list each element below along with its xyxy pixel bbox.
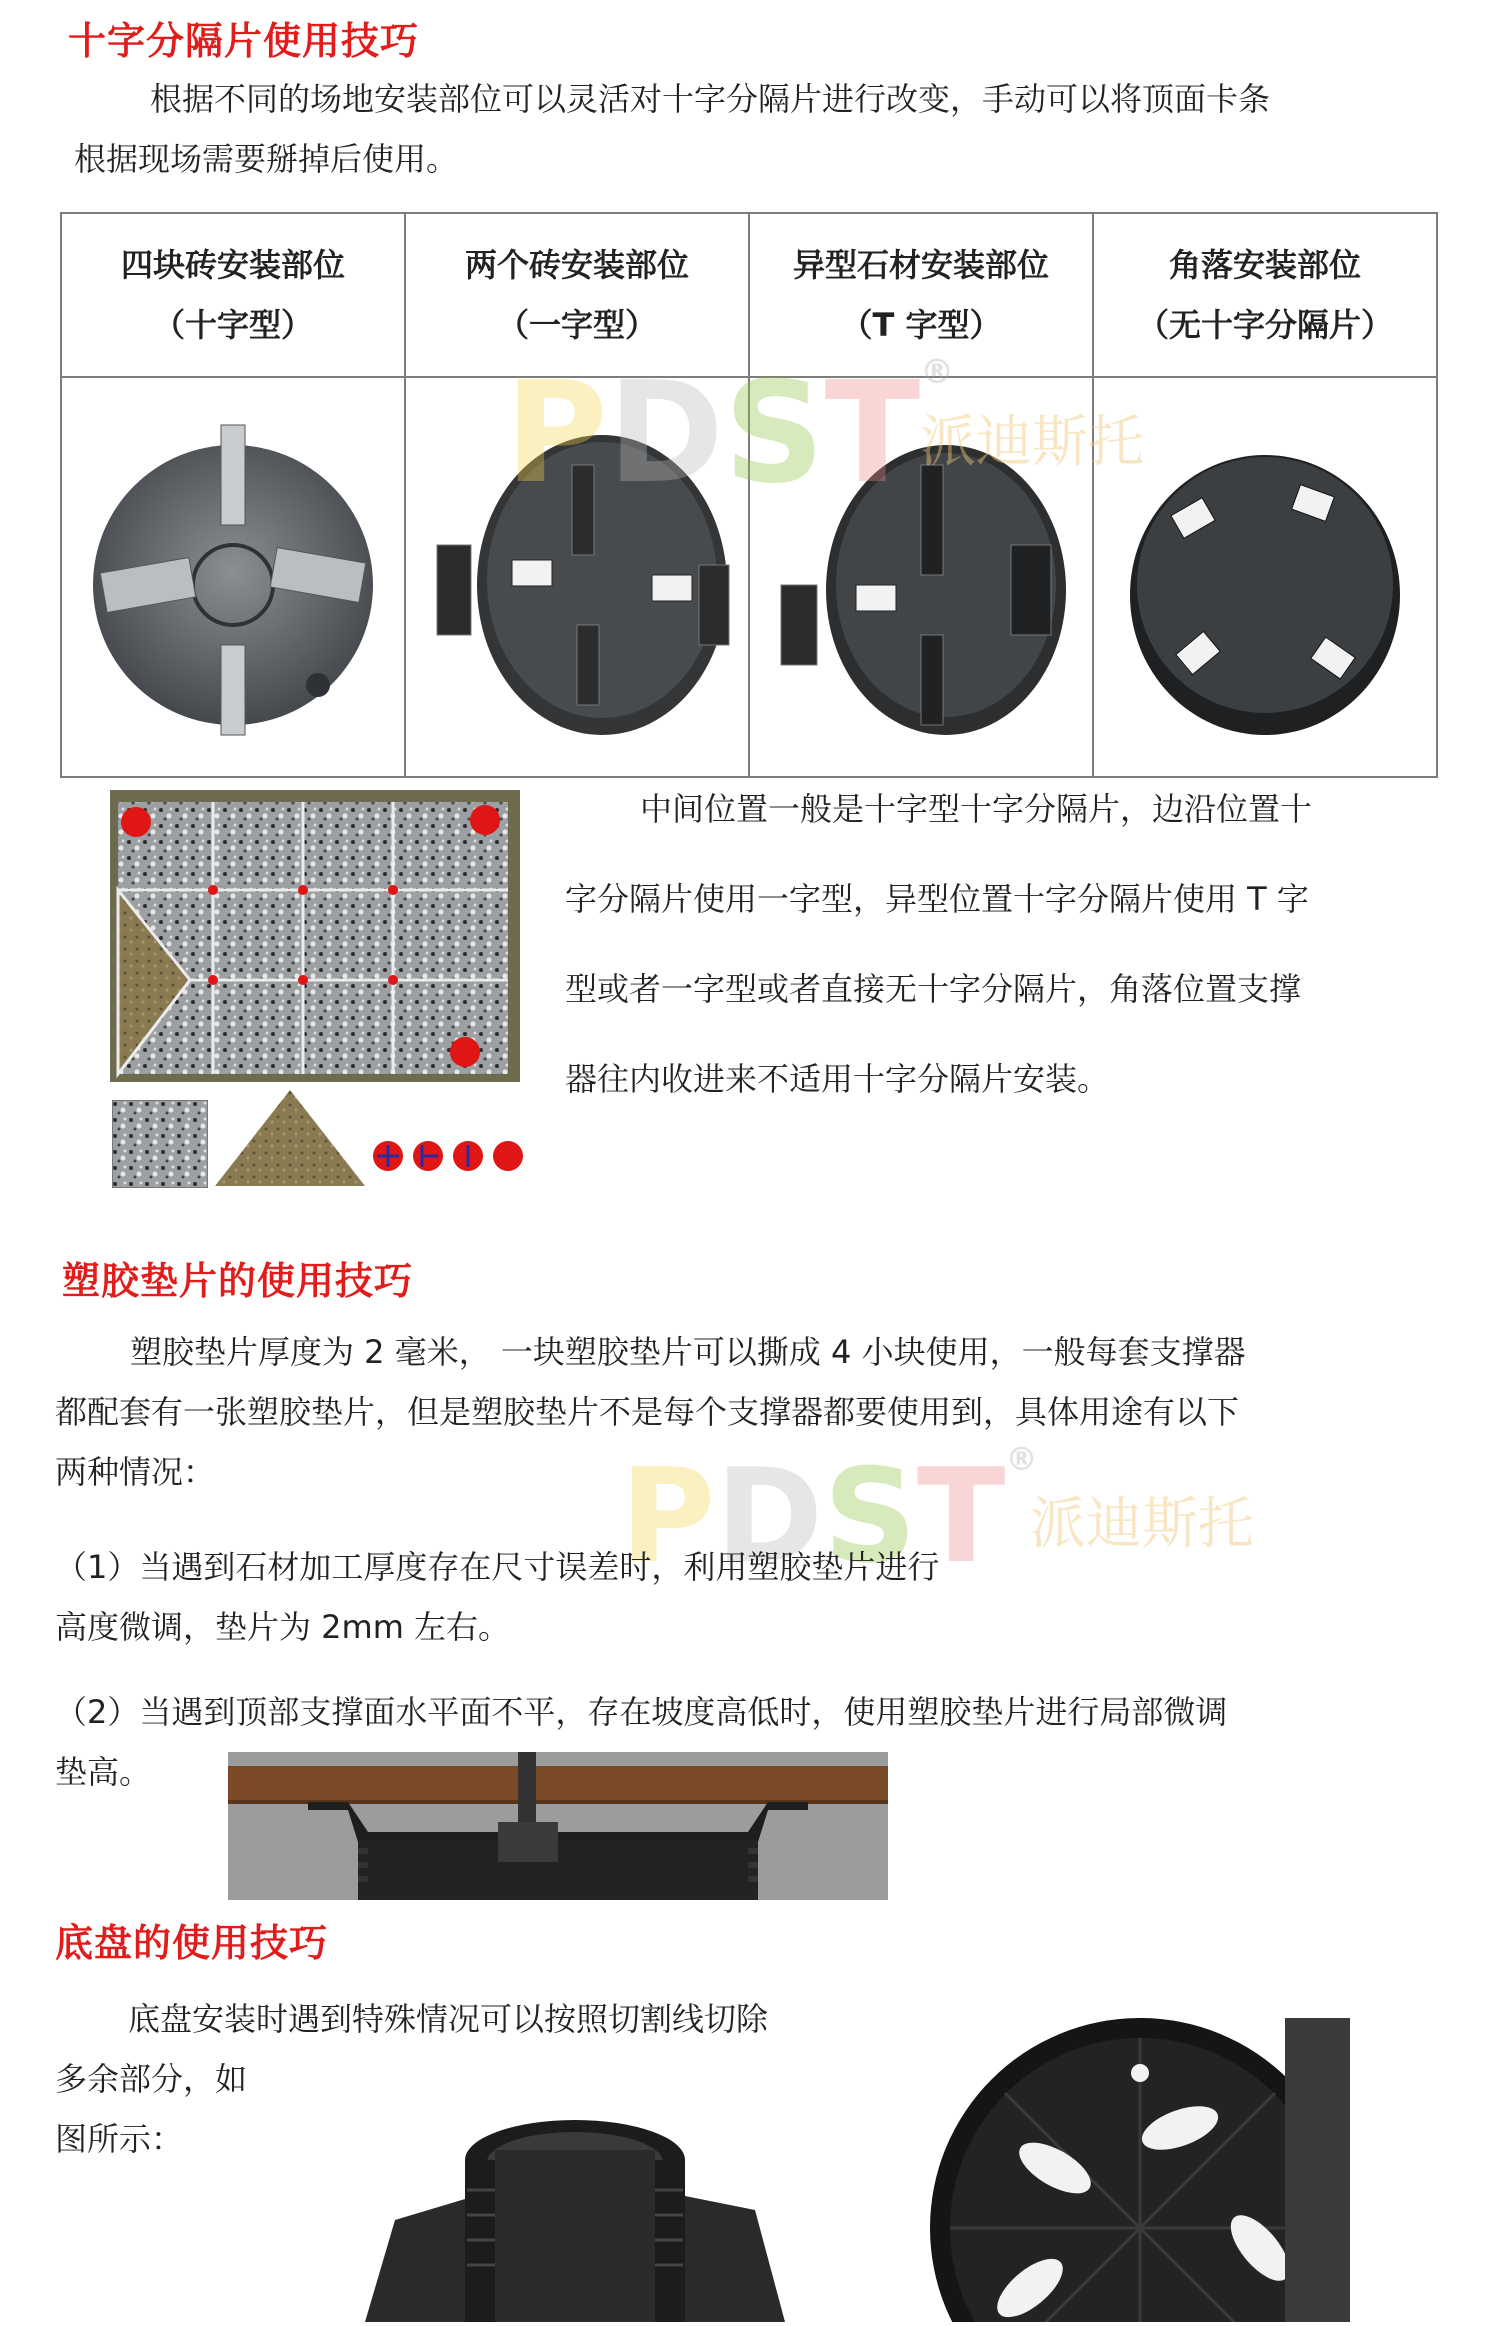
layout-line-2: 字分隔片使用一字型，异型位置十字分隔片使用 T 字 xyxy=(565,880,1309,918)
tile-layout-diagram xyxy=(110,790,520,1082)
layout-line-1: 中间位置一般是十字型十字分隔片，边沿位置十 xyxy=(640,790,1313,828)
t-spacer-photo xyxy=(749,377,1093,777)
corner-spacer-photo xyxy=(1093,377,1437,777)
base-line-2: 多余部分，如 xyxy=(55,2060,248,2098)
intro-line-2: 根据现场需要掰掉后使用。 xyxy=(74,140,459,178)
base-line-3: 图所示： xyxy=(55,2120,184,2158)
layout-line-3: 型或者一字型或者直接无十字分隔片，角落位置支撑 xyxy=(565,970,1302,1008)
section-title-cross-spacer: 十字分隔片使用技巧 xyxy=(68,19,420,63)
col-header-two-tiles: 两个砖安装部位 （一字型） xyxy=(405,213,749,377)
spacer-usage-table xyxy=(60,212,1438,778)
shim-line-1: 塑胶垫片厚度为 2 毫米， 一块塑胶垫片可以撕成 4 小块使用，一般每套支撑器 xyxy=(130,1333,1246,1371)
shim-line-3: 两种情况： xyxy=(55,1453,216,1491)
section-title-base-plate: 底盘的使用技巧 xyxy=(55,1921,329,1965)
spacer-type-legend xyxy=(372,1138,532,1178)
layout-line-4: 器往内收进来不适用十字分隔片安装。 xyxy=(565,1060,1110,1098)
section-title-plastic-shim: 塑胶垫片的使用技巧 xyxy=(62,1259,414,1303)
shim-line-2: 都配套有一张塑胶垫片，但是塑胶垫片不是每个支撑器都要使用到，具体用途有以下 xyxy=(55,1393,1240,1431)
pdst-watermark-chinese-2: 派迪斯托 xyxy=(1030,1492,1254,1557)
shim-case-2-line-2: 垫高。 xyxy=(55,1753,152,1791)
col-header-irregular-stone: 异型石材安装部位 （T 字型） xyxy=(749,213,1093,377)
pdst-watermark-logo-2: PDST® xyxy=(620,1440,1038,1592)
support-pedestal-image xyxy=(355,2090,795,2326)
shim-case-1-line-2: 高度微调，垫片为 2mm 左右。 xyxy=(55,1608,511,1646)
one-line-spacer-photo xyxy=(405,377,749,777)
triangle-tile-legend xyxy=(215,1090,365,1192)
shim-case-1-line-1: （1）当遇到石材加工厚度存在尺寸误差时，利用塑胶垫片进行 xyxy=(55,1548,940,1586)
pdst-watermark-chinese: 派迪斯托 xyxy=(920,410,1144,475)
base-line-1: 底盘安装时遇到特殊情况可以按照切割线切除 xyxy=(128,2000,769,2038)
shim-case-2-line-1: （2）当遇到顶部支撑面水平面不平，存在坡度高低时，使用塑胶垫片进行局部微调 xyxy=(55,1693,1228,1731)
col-header-four-tiles: 四块砖安装部位 （十字型） xyxy=(61,213,405,377)
intro-line-1: 根据不同的场地安装部位可以灵活对十字分隔片进行改变，手动可以将顶面卡条 xyxy=(150,80,1271,118)
base-plate-cutlines-image xyxy=(930,2018,1360,2326)
pdst-watermark-logo: PDST® xyxy=(505,352,955,515)
cross-spacer-photo xyxy=(61,377,405,777)
granite-tile-legend xyxy=(112,1100,208,1192)
col-header-corner: 角落安装部位 （无十字分隔片） xyxy=(1093,213,1437,377)
shim-cross-section-image xyxy=(228,1752,888,1904)
